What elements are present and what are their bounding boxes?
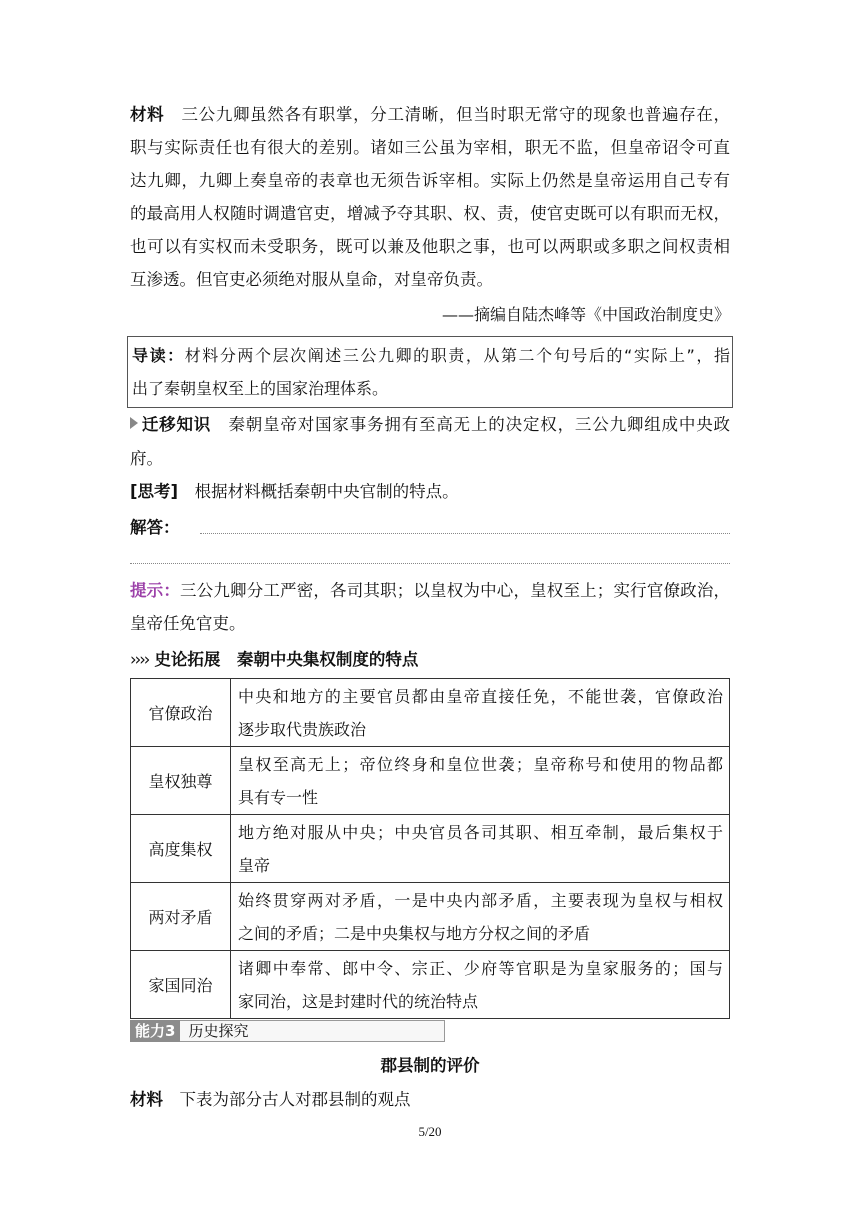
extension-title: 秦朝中央集权制度的特点 bbox=[236, 650, 419, 669]
material-label: 材料 bbox=[130, 105, 165, 124]
think-question: [思考] 根据材料概括秦朝中央官制的特点。 bbox=[130, 482, 459, 501]
section-title: 郡县制的评价 bbox=[380, 1056, 480, 1075]
table-row bbox=[131, 747, 730, 815]
table-row bbox=[131, 951, 730, 1019]
material-source: ——摘编自陆杰峰等《中国政治制度史》 bbox=[441, 305, 730, 324]
material-line: 职与实际责任也有很大的差别。诸如三公虽为宰相，职无不监，但皇帝诏令可直 bbox=[130, 138, 730, 157]
material-line: 互渗透。但官吏必须绝对服从皇命，对皇帝负责。 bbox=[130, 270, 493, 289]
material-label: 材料 bbox=[130, 1090, 163, 1109]
hint-paragraph: 提示：三公九卿分工严密，各司其职；以皇权为中心，皇权至上；实行官僚政治， 皇帝任免官吏。 bbox=[130, 581, 731, 633]
table-key: 两对矛盾 bbox=[131, 883, 231, 951]
hint-label: 提示： bbox=[130, 581, 181, 600]
table-key: 皇权独尊 bbox=[131, 747, 231, 815]
extension-table bbox=[130, 678, 730, 1019]
chevrons-icon: ›››› bbox=[130, 650, 149, 669]
table-value: 中央和地方的主要官员都由皇帝直接任免，不能世袭，官僚政治 逐步取代贵族政治 bbox=[231, 679, 730, 747]
transfer-knowledge: 迁移知识 秦朝皇帝对国家事务拥有至高无上的决定权，三公九卿组成中央政 府。 bbox=[130, 415, 731, 468]
guide-label: 导读： bbox=[132, 346, 185, 365]
table-value: 地方绝对服从中央；中央官员各司其职、相互牵制，最后集权于 皇帝 bbox=[231, 815, 730, 883]
triangle-icon bbox=[130, 417, 138, 429]
table-value: 诸卿中奉常、郎中令、宗正、少府等官职是为皇家服务的；国与 家同治，这是封建时代的统治特点 bbox=[231, 951, 730, 1019]
extension-label: 史论拓展 bbox=[154, 650, 221, 669]
material-line: 材料 三公九卿虽然各有职掌，分工清晰，但当时职无常守的现象也普遍存在， bbox=[130, 105, 731, 124]
think-label: [思考] bbox=[130, 482, 179, 501]
table-key: 官僚政治 bbox=[131, 679, 231, 747]
guide-text: 导读：材料分两个层次阐述三公九卿的职责，从第二个句号后的“实际上”，指 出了秦朝皇权至上的国家治理体系。 bbox=[132, 346, 730, 398]
material-line: 也可以有实权而未受职务，既可以兼及他职之事，也可以两职或多职之间权责相 bbox=[130, 237, 730, 256]
ability-title: 历史探究 bbox=[180, 1020, 445, 1042]
table-value: 皇权至高无上；帝位终身和皇位世袭；皇帝称号和使用的物品都 具有专一性 bbox=[231, 747, 730, 815]
table-key: 高度集权 bbox=[131, 815, 231, 883]
page-number: 5/20 bbox=[418, 1124, 442, 1139]
ability-bar bbox=[130, 1020, 445, 1042]
table-row bbox=[131, 679, 730, 747]
answer-line[interactable] bbox=[130, 563, 730, 564]
transfer-label: 迁移知识 bbox=[141, 415, 212, 434]
material-line: 达九卿，九卿上奏皇帝的表章也无须告诉宰相。实际上仍然是皇帝运用自己专有 bbox=[130, 171, 730, 190]
answer-label: 解答： bbox=[130, 518, 180, 537]
table-row bbox=[131, 883, 730, 951]
material-line: 的最高用人权随时调遣官吏，增减予夺其职、权、责，使官吏既可以有职而无权， bbox=[130, 204, 730, 223]
extension-heading bbox=[130, 646, 418, 670]
table-key: 家国同治 bbox=[131, 951, 231, 1019]
answer-line[interactable] bbox=[200, 533, 730, 534]
table-value: 始终贯穿两对矛盾，一是中央内部矛盾，主要表现为皇权与相权 之间的矛盾；二是中央集权与地方分权之间的矛盾 bbox=[231, 883, 730, 951]
ability-tag: 能力3 bbox=[130, 1020, 180, 1042]
material-paragraph: 材料 下表为部分古人对郡县制的观点 bbox=[130, 1090, 411, 1109]
table-row bbox=[131, 815, 730, 883]
material-paragraph bbox=[130, 98, 730, 296]
